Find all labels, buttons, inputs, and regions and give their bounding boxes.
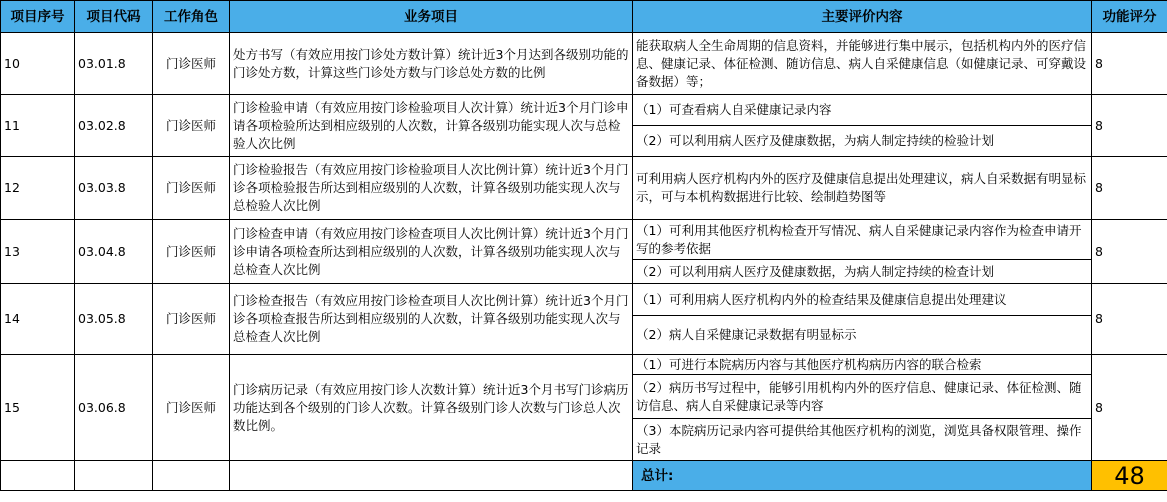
row-score: 8: [1092, 157, 1167, 220]
row-business: 门诊检验申请（有效应用按门诊检验项目人次计算）统计近3个月门诊申请各项检验所达到相应级别的人次数，计算各级别功能实现人次与总检验人次比例: [230, 95, 633, 157]
row-role: 门诊医师: [153, 355, 230, 461]
table-row: [1, 284, 1167, 316]
row-content: （3）本院病历记录内容可提供给其他医疗机构的浏览，浏览具备权限管理、操作记录: [633, 419, 1092, 461]
row-content: （1）可利用病人医疗机构内外的检查结果及健康信息提出处理建议: [633, 284, 1092, 316]
row-content: 可利用病人医疗机构内外的医疗及健康信息提出处理建议，病人自采数据有明显标示，可与本机构数据进行比较、绘制趋势图等: [633, 157, 1092, 220]
row-content: （1）可进行本院病历内容与其他医疗机构病历内容的联合检索: [633, 355, 1092, 375]
table-row: [1, 355, 1167, 375]
row-code: 03.02.8: [75, 95, 153, 157]
row-business: 门诊病历记录（有效应用按门诊人次数计算）统计近3个月书写门诊病历功能达到各个级别的门诊人次数。计算各级别门诊人次数与门诊总人次数比例。: [230, 355, 633, 461]
row-role: 门诊医师: [153, 220, 230, 284]
row-score: 8: [1092, 33, 1167, 95]
row-seq: 13: [1, 220, 75, 284]
row-content: 能获取病人全生命周期的信息资料，并能够进行集中展示，包括机构内外的医疗信息、健康记录、体征检测、随访信息、病人自采健康信息（如健康记录、可穿戴设备数据）等；: [633, 33, 1092, 95]
row-seq: 11: [1, 95, 75, 157]
total-empty-cell: [230, 461, 633, 491]
table-row: [1, 33, 1167, 95]
row-score: 8: [1092, 95, 1167, 157]
header-role: 工作角色: [153, 1, 230, 33]
header-seq: 项目序号: [1, 1, 75, 33]
row-seq: 14: [1, 284, 75, 355]
row-content: （2）可以利用病人医疗及健康数据，为病人制定持续的检查计划: [633, 260, 1092, 284]
row-content: （2）病人自采健康记录数据有明显标示: [633, 316, 1092, 355]
total-empty-cell: [75, 461, 153, 491]
row-role: 门诊医师: [153, 157, 230, 220]
row-content: （1）可利用其他医疗机构检查开写情况、病人自采健康记录内容作为检查申请开写的参考依据: [633, 220, 1092, 260]
table-row: [1, 220, 1167, 260]
row-score: 8: [1092, 220, 1167, 284]
row-content: （2）可以利用病人医疗及健康数据，为病人制定持续的检验计划: [633, 126, 1092, 157]
table-row: [1, 157, 1167, 220]
row-code: 03.06.8: [75, 355, 153, 461]
row-business: 门诊检查报告（有效应用按门诊检查项目人次比例计算）统计近3个月门诊各项检查报告所达到相应级别的人次数，计算各级别功能实现人次与总检查人次比例: [230, 284, 633, 355]
row-role: 门诊医师: [153, 95, 230, 157]
header-content: 主要评价内容: [633, 1, 1092, 33]
row-score: 8: [1092, 284, 1167, 355]
row-code: 03.04.8: [75, 220, 153, 284]
header-code: 项目代码: [75, 1, 153, 33]
total-empty-cell: [1, 461, 75, 491]
row-seq: 15: [1, 355, 75, 461]
row-business: 门诊检查申请（有效应用按门诊检查项目人次比例计算）统计近3个月门诊申请各项检查所达到相应级别的人次数，计算各级别功能实现人次与总检查人次比例: [230, 220, 633, 284]
row-seq: 12: [1, 157, 75, 220]
total-empty-cell: [153, 461, 230, 491]
row-seq: 10: [1, 33, 75, 95]
total-label: 总计:: [633, 461, 1092, 491]
total-row: [1, 461, 1167, 491]
row-content: （1）可查看病人自采健康记录内容: [633, 95, 1092, 126]
row-role: 门诊医师: [153, 284, 230, 355]
header-score: 功能评分: [1092, 1, 1167, 33]
row-role: 门诊医师: [153, 33, 230, 95]
row-code: 03.01.8: [75, 33, 153, 95]
table-row: [1, 95, 1167, 126]
row-business: 处方书写（有效应用按门诊处方数计算）统计近3个月达到各级别功能的门诊处方数，计算这些门诊处方数与门诊总处方数的比例: [230, 33, 633, 95]
row-score: 8: [1092, 355, 1167, 461]
total-value: 48: [1092, 461, 1167, 491]
row-business: 门诊检验报告（有效应用按门诊检验项目人次比例计算）统计近3个月门诊各项检验报告所达到相应级别的人次数，计算各级别功能实现人次与总检验人次比例: [230, 157, 633, 220]
row-content: （2）病历书写过程中，能够引用机构内外的医疗信息、健康记录、体征检测、随访信息、病人自采健康记录等内容: [633, 375, 1092, 419]
header-row: [1, 1, 1167, 33]
row-code: 03.03.8: [75, 157, 153, 220]
header-business: 业务项目: [230, 1, 633, 33]
row-code: 03.05.8: [75, 284, 153, 355]
